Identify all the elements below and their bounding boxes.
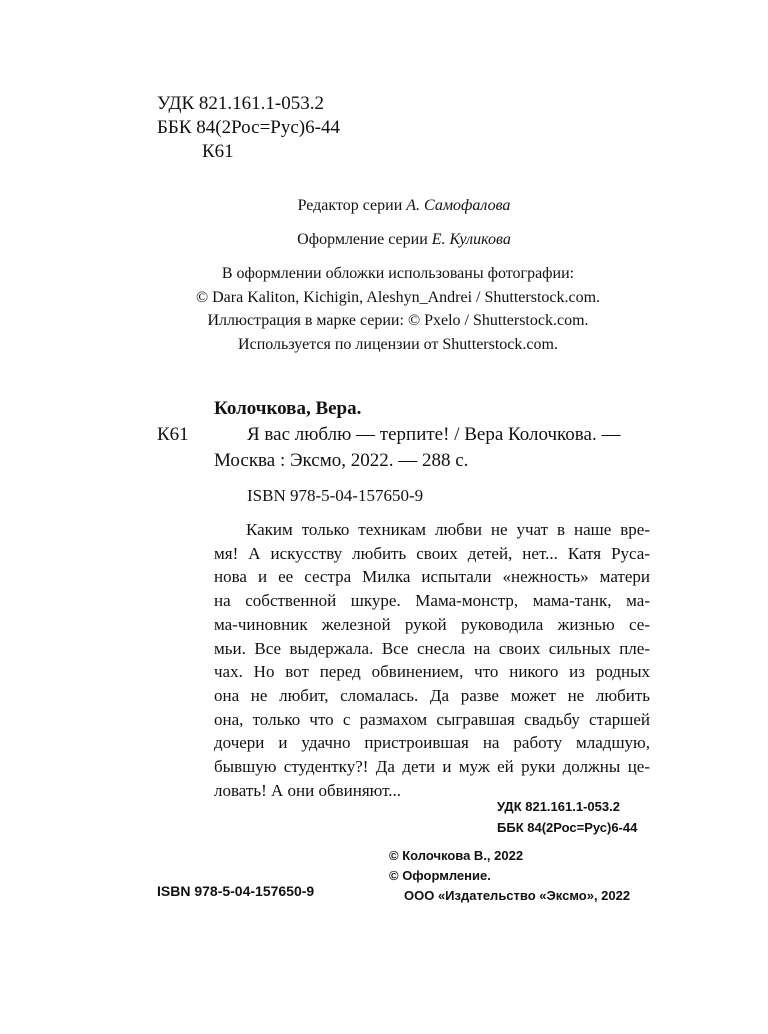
annotation-line: она, только что с размахом сыгравшая свадьбу старшей — [214, 709, 650, 729]
bottom-classification-block — [497, 796, 637, 838]
catalog-publication-line: Москва : Эксмо, 2022. — 288 с. — [214, 450, 469, 471]
top-classification-block — [157, 92, 340, 164]
annotation-line: Каким только техникам любви не учат в наше вре- — [246, 520, 650, 539]
series-editor-name: А. Самофалова — [406, 197, 511, 214]
footer-udk-code: УДК 821.161.1-053.2 — [497, 799, 620, 814]
annotation-line: чах. Но вот перед обвинением, что никого из родных — [214, 662, 650, 682]
annotation-line: нова и ее сестра Милка испытали «нежность» матери — [214, 567, 650, 587]
footer-bbk-code: ББК 84(2Рос=Рус)6-44 — [497, 820, 638, 835]
annotation-line: бывшую студентку?! Да дети и муж ей руки должны це- — [214, 757, 650, 777]
annotation-line: дочери и удачно пристроившая на работу младшую, — [214, 733, 650, 753]
catalog-author-mark: К61 — [157, 424, 189, 445]
series-design-credit — [0, 231, 768, 249]
udk-code: УДК 821.161.1-053.2 — [157, 93, 324, 114]
catalog-author: Колочкова, Вера. — [214, 398, 362, 419]
photo-credit-line: Иллюстрация в марке серии: © Pxelo / Shutterstock.com. — [207, 312, 589, 329]
photo-credits-block — [0, 262, 768, 356]
author-mark: К61 — [202, 141, 234, 162]
annotation-line: мя! А искусству любить своих детей, нет... Катя Руса- — [214, 543, 650, 563]
series-editor-label: Редактор серии — [297, 197, 403, 214]
copyright-design: © Оформление. — [389, 868, 491, 883]
photo-credit-line: Используется по лицензии от Shutterstock.com. — [238, 335, 558, 353]
catalog-isbn: ISBN 978-5-04-157650-9 — [247, 486, 424, 505]
series-design-name: Е. Куликова — [431, 231, 511, 248]
copyright-author: © Колочкова В., 2022 — [389, 848, 524, 863]
copyright-block — [389, 846, 630, 906]
footer-isbn: ISBN 978-5-04-157650-9 — [157, 883, 315, 899]
photo-credit-line: © Dara Kaliton, Kichigin, Aleshyn_Andrei / Shutterstock.com. — [195, 288, 601, 306]
annotation-line: ма-чиновник железной рукой руководила жизнью се- — [214, 614, 650, 634]
annotation-paragraph — [214, 518, 650, 802]
copyright-publisher: ООО «Издательство «Эксмо», 2022 — [404, 888, 631, 903]
annotation-line: она не любит, сломалась. Да разве может не любить — [214, 685, 650, 705]
series-design-label: Оформление серии — [297, 231, 428, 248]
annotation-line: на собственной шкуре. Мама-монстр, мама-танк, ма- — [214, 591, 650, 611]
catalog-title-line: Я вас люблю — терпите! / Вера Колочкова. — — [247, 424, 621, 445]
annotation-line: ловать! А они обвиняют... — [214, 780, 402, 800]
photo-credit-line: В оформлении обложки использованы фотографии: — [221, 265, 575, 282]
bbk-code: ББК 84(2Рос=Рус)6-44 — [157, 117, 340, 138]
annotation-line: мьи. Все выдержала. Все снесла на своих сильных пле- — [214, 638, 650, 658]
series-editor-credit — [0, 197, 768, 215]
